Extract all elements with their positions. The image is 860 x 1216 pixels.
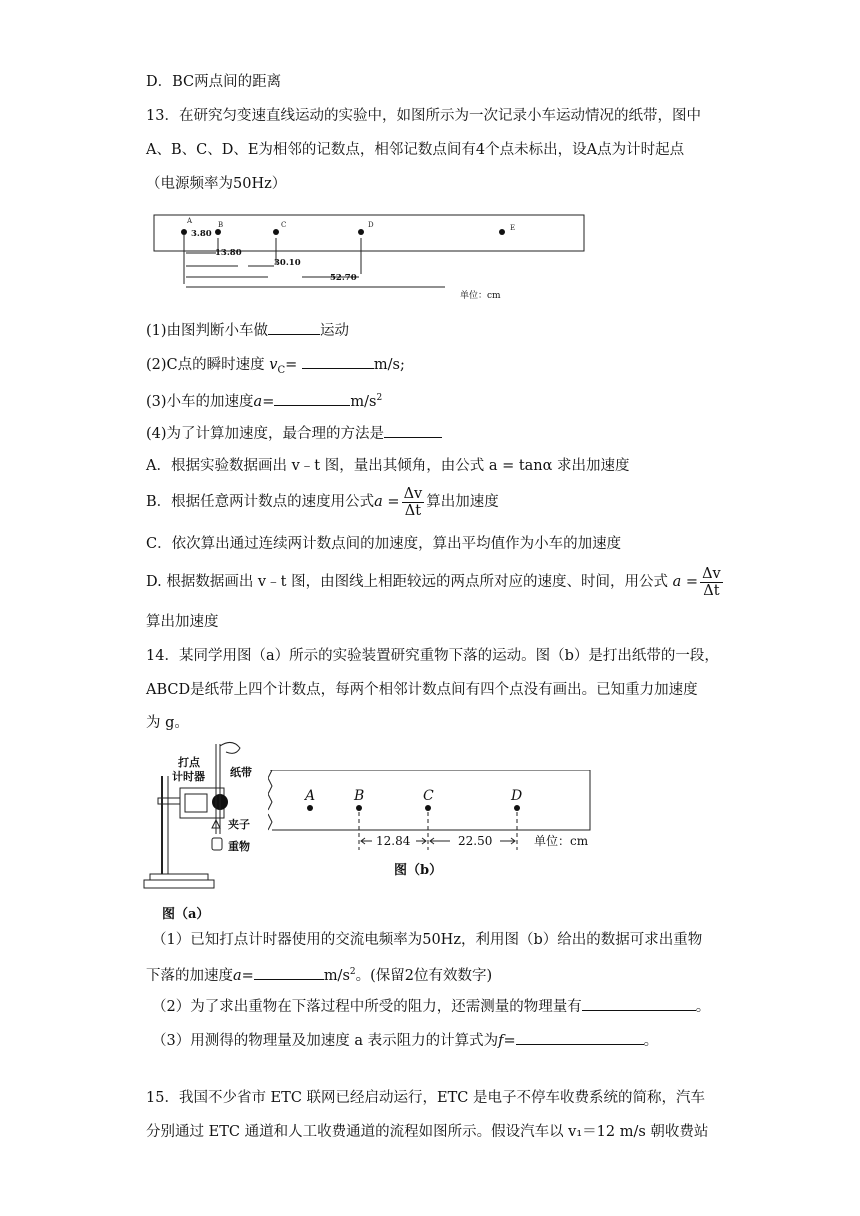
caption-b: 图（b） <box>394 863 443 878</box>
q14-stem-line2: ABCD是纸带上四个计数点，每两个相邻计数点间有四个点没有画出。已知重力加速度 <box>146 682 698 698</box>
dim-ab: 3.80 <box>191 229 212 239</box>
q14-stem-line3: 为 g。 <box>146 715 189 731</box>
q13-stem-line2: A、B、C、D、E为相邻的记数点，相邻记数点间有4个点未标出，设A点为计时起点 <box>146 142 685 158</box>
q13-part3: (3)小车的加速度$a= m/s^2$ <box>146 388 382 412</box>
unit-label: 单位：cm <box>534 834 589 848</box>
q14-part1-cont: 下落的加速度$a= m/s^2$。(保留2位有效数字) <box>146 962 492 986</box>
q13-option-d: D. 根据数据画出 v﹣t 图，由图线上相距较远的两点所对应的速度、时间，用公式 a = $\frac{\Delta v}{\Delta t}$ <box>146 565 721 599</box>
label-timer-2: 计时器 <box>172 770 205 783</box>
q13-part2: (2)C点的瞬时速度 $v_C= m/s$; <box>146 354 405 381</box>
dim-ac: 13.80 <box>215 248 242 258</box>
label-c: C <box>423 788 434 804</box>
dim-cd: 22.50 <box>458 834 493 848</box>
label-c: C <box>281 221 287 229</box>
q14-figure-a <box>140 738 265 924</box>
label-weight: 重物 <box>228 840 250 853</box>
dot-a <box>307 805 313 811</box>
label-clip: 夹子 <box>228 818 250 831</box>
q15-stem-line2: 分别通过 ETC 通道和人工收费通道的流程如图所示。假设汽车以 v₁＝12 m/s 朝收费站 <box>146 1124 709 1140</box>
q13-option-d-cont: 算出加速度 <box>146 614 219 630</box>
formula-fraction: $\frac{\Delta v}{\Delta t}$ <box>702 565 721 599</box>
label-d: D <box>511 788 523 804</box>
q14-part3: （3）用测得的物理量及加速度 a 表示阻力的计算式为f= 。 <box>152 1030 658 1051</box>
q13-option-b: B．根据任意两计数点的速度用公式a = $\frac{\Delta v}{\Delta t}$ 算出加速度 <box>146 485 499 519</box>
label-a: A <box>187 217 193 225</box>
q12-option-d: D．BC两点间的距离 <box>146 74 282 90</box>
q13-option-a: A．根据实验数据画出 v﹣t 图，量出其倾角，由公式 a = tanα 求出加速度 <box>146 458 630 474</box>
dim-ad: 30.10 <box>274 258 301 268</box>
dim-ae: 52.70 <box>330 273 357 283</box>
dot-d <box>358 229 364 235</box>
label-a: A <box>305 788 316 804</box>
q14-figure-b <box>268 770 618 882</box>
q13-stem-line1: 13．在研究匀变速直线运动的实验中，如图所示为一次记录小车运动情况的纸带，图中 <box>146 108 701 124</box>
formula-fraction: $\frac{\Delta v}{\Delta t}$ <box>403 485 423 519</box>
dot-c <box>273 229 279 235</box>
label-e: E <box>510 224 516 232</box>
dot-b <box>215 229 221 235</box>
dot-e <box>499 229 505 235</box>
q13-stem-line3: （电源频率为50Hz） <box>146 176 287 192</box>
q13-part4: (4)为了计算加速度，最合理的方法是 <box>146 423 442 444</box>
unit-label: 单位：cm <box>460 291 501 301</box>
label-tape: 纸带 <box>230 766 252 779</box>
dot-d <box>514 805 520 811</box>
q13-tape-figure <box>150 210 590 306</box>
label-b: B <box>354 788 365 804</box>
dot-b <box>356 805 362 811</box>
q13-option-c: C．依次算出通过连续两计数点间的加速度，算出平均值作为小车的加速度 <box>146 536 622 552</box>
label-d: D <box>368 221 374 229</box>
q13-part1: (1)由图判断小车做 运动 <box>146 320 349 341</box>
label-timer-1: 打点 <box>178 756 200 769</box>
dim-bc: 12.84 <box>376 834 411 848</box>
label-b: B <box>218 221 224 229</box>
dot-c <box>425 805 431 811</box>
q14-part1: （1）已知打点计时器使用的交流电频率为50Hz，利用图（b）给出的数据可求出重物 <box>152 932 703 948</box>
q14-part2: （2）为了求出重物在下落过程中所受的阻力，还需测量的物理量有 。 <box>152 996 710 1017</box>
caption-a: 图（a） <box>162 907 210 922</box>
q15-stem-line1: 15．我国不少省市 ETC 联网已经启动运行，ETC 是电子不停车收费系统的简称，汽车 <box>146 1090 705 1106</box>
q14-stem-line1: 14．某同学用图（a）所示的实验装置研究重物下落的运动。图（b）是打出纸带的一段， <box>146 648 719 664</box>
